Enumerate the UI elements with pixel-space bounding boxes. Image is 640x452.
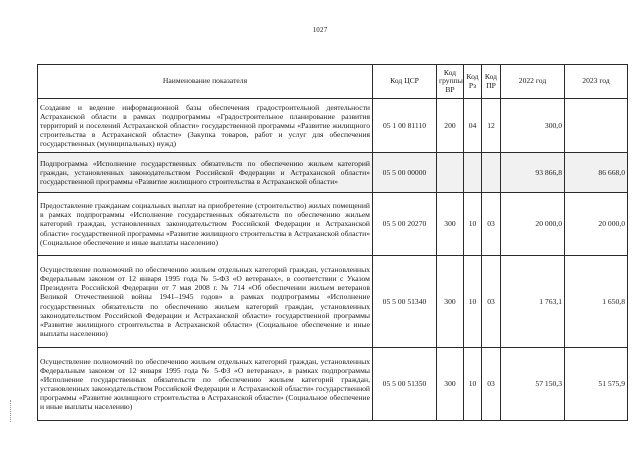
row-group: 300 — [437, 193, 464, 256]
row-2023: 1 650,8 — [565, 256, 628, 348]
row-2022: 300,0 — [501, 99, 565, 153]
row-2023: 51 575,9 — [565, 348, 628, 421]
row-rz: 04 — [464, 99, 482, 153]
row-name: Осуществление полномочий по обеспечению жильем отдельных категорий граждан, установленных Федеральным законом от 12 января 1995 года № 5-ФЗ «О ветеранах», в рамках подпрограммы «Исполнение государственных обязательств по обеспечению жильем категорий граждан, установленных законодательством Российской Федерации и Астраханской области» государственной программы «Развитие жилищного строительства в Астраханской области» (Социальное обеспечение и иные выплаты населению) — [38, 348, 373, 421]
row-name: Осуществление полномочий по обеспечению жильем отдельных категорий граждан, установленных Федеральным законом от 12 января 1995 года № 5-ФЗ «О ветеранах», в соответствии с Указом Президента Российской Федерации от 7 мая 2008 г. № 714 «Об обеспечении жильем ветеранов Великой Отечественной войны 1941–1945 годов» в рамках подпрограммы «Исполнение государственных обязательств по обеспечению жильем категорий граждан, установленных законодательством Российской Федерации и Астраханской области» государственной программы «Развитие жилищного строительства в Астраханской области» (Социальное обеспечение и иные выплаты населению) — [38, 256, 373, 348]
header-2023: 2023 год — [565, 65, 628, 99]
header-2022: 2022 год — [501, 65, 565, 99]
row-group — [437, 153, 464, 193]
row-2023 — [565, 99, 628, 153]
row-group: 200 — [437, 99, 464, 153]
table-header-row — [38, 65, 628, 99]
row-group: 300 — [437, 256, 464, 348]
row-pr: 03 — [482, 193, 501, 256]
row-2022: 20 000,0 — [501, 193, 565, 256]
row-pr: 12 — [482, 99, 501, 153]
row-csr: 05 5 00 00000 — [373, 153, 437, 193]
header-pr: Код ПР — [482, 65, 501, 99]
row-rz — [464, 153, 482, 193]
row-2022: 57 150,3 — [501, 348, 565, 421]
row-csr: 05 5 00 51340 — [373, 256, 437, 348]
page-number: 1027 — [312, 26, 328, 34]
row-rz: 10 — [464, 348, 482, 421]
row-rz: 10 — [464, 193, 482, 256]
table-row — [38, 193, 628, 256]
row-2023: 86 668,0 — [565, 153, 628, 193]
row-name: Создание и ведение информационной базы обеспечения градостроительной деятельности Астраханской области в рамках подпрограммы «Градостроительное планирование развития территорий и поселений Астраханской области» государственной программы «Развитие жилищного строительства в Астраханской области» (Закупка товаров, работ и услуг для обеспечения государственных (муниципальных) нужд) — [38, 99, 373, 153]
header-rz: Код Рз — [464, 65, 482, 99]
header-csr: Код ЦСР — [373, 65, 437, 99]
row-pr: 03 — [482, 256, 501, 348]
row-name: Подпрограмма «Исполнение государственных обязательств по обеспечению жильем категорий граждан, установленных законодательством Российской Федерации и Астраханской области» государственной программы «Развитие жилищного строительства в Астраханской области» — [38, 153, 373, 193]
row-rz: 10 — [464, 256, 482, 348]
row-csr: 05 1 00 81110 — [373, 99, 437, 153]
table-row — [38, 153, 628, 193]
row-csr: 05 5 00 20270 — [373, 193, 437, 256]
table-row — [38, 348, 628, 421]
scan-margin-mark — [10, 400, 12, 422]
header-name: Наименование показателя — [38, 65, 373, 99]
row-name: Предоставление гражданам социальных выплат на приобретение (строительство) жилых помещений в рамках подпрограммы «Исполнение государственных обязательств по обеспечению жильем категорий граждан, установленных законодательством Российской Федерации и Астраханской области» государственной программы «Развитие жилищного строительства в Астраханской области» (Социальное обеспечение и иные выплаты населению) — [38, 193, 373, 256]
row-2023: 20 000,0 — [565, 193, 628, 256]
row-group: 300 — [437, 348, 464, 421]
budget-table — [37, 64, 628, 421]
row-pr — [482, 153, 501, 193]
row-csr: 05 5 00 51350 — [373, 348, 437, 421]
table-row — [38, 256, 628, 348]
header-group: Код группы ВР — [437, 65, 464, 99]
table-row — [38, 99, 628, 153]
row-pr: 03 — [482, 348, 501, 421]
row-2022: 93 866,8 — [501, 153, 565, 193]
row-2022: 1 763,1 — [501, 256, 565, 348]
